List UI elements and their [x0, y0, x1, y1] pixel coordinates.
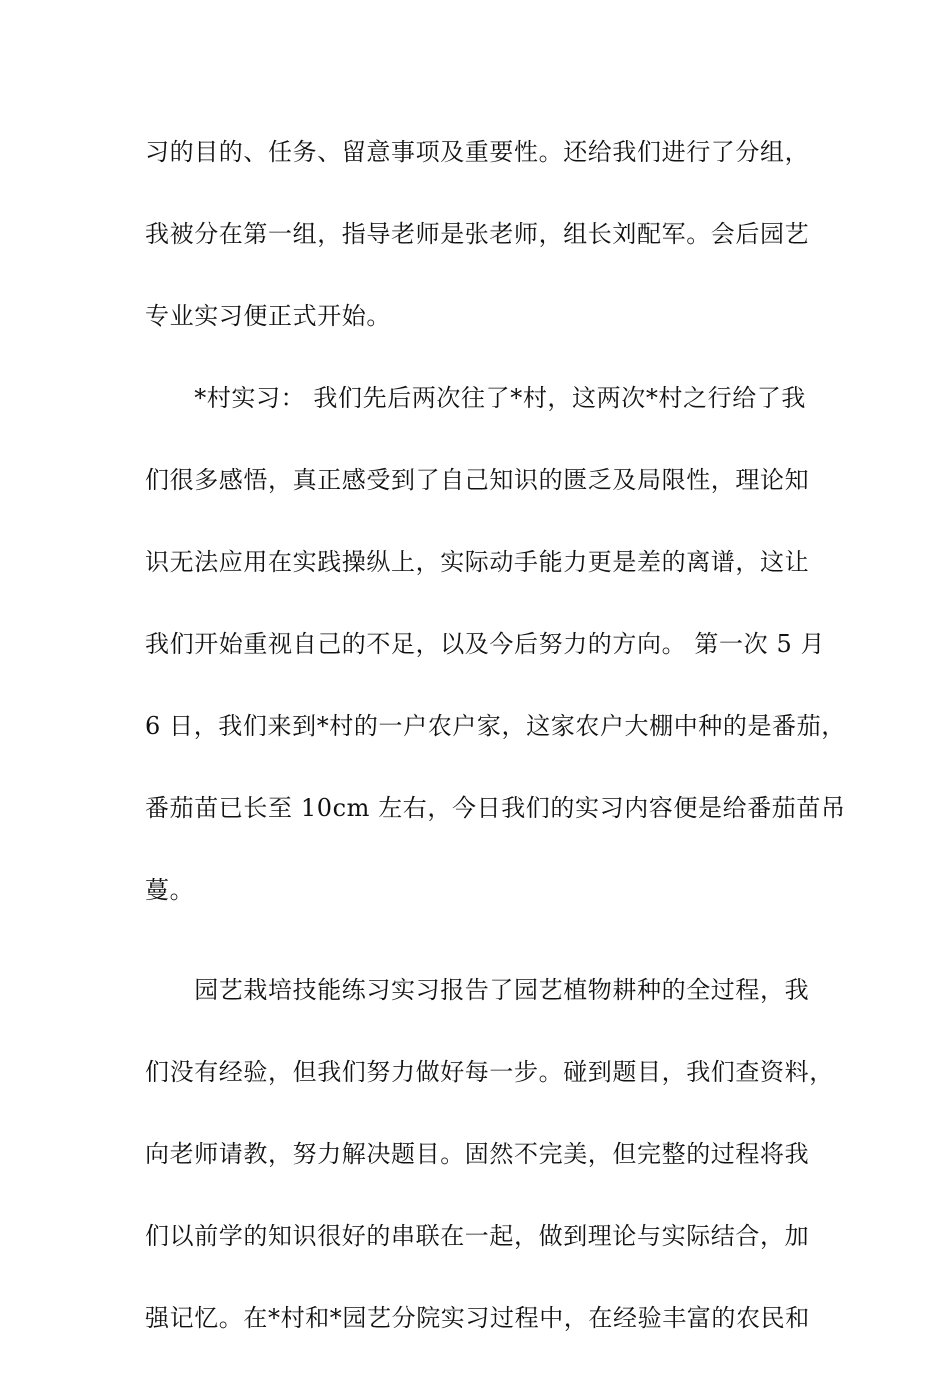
text-line: 园艺栽培技能练习实习报告了园艺植物耕种的全过程，我: [145, 976, 810, 1004]
paragraph-spacer: [145, 948, 825, 966]
text-line: 强记忆。在*村和*园艺分院实习过程中，在经验丰富的农民和: [145, 1304, 810, 1332]
text-line: 蔓。: [145, 876, 195, 904]
text-line: 专业实习便正式开始。: [145, 302, 391, 330]
text-line: 6 日，我们来到*村的一户农户家，这家农户大棚中种的是番茄，: [145, 712, 846, 740]
body-text: [145, 128, 846, 1376]
text-line: 我们开始重视自己的不足，以及今后努力的方向。 第一次 5 月: [145, 630, 826, 658]
text-line: 们以前学的知识很好的串联在一起，做到理论与实际结合，加: [145, 1222, 810, 1250]
text-line: 习的目的、任务、留意事项及重要性。还给我们进行了分组，: [145, 138, 810, 166]
text-line: 们没有经验，但我们努力做好每一步。碰到题目，我们查资料，: [145, 1058, 834, 1086]
text-line: 向老师请教，努力解决题目。固然不完美，但完整的过程将我: [145, 1140, 810, 1168]
text-line: *村实习： 我们先后两次往了*村，这两次*村之行给了我: [145, 384, 807, 412]
text-line: 识无法应用在实践操纵上，实际动手能力更是差的离谱，这让: [145, 548, 810, 576]
text-line: 们很多感悟，真正感受到了自己知识的匮乏及局限性，理论知: [145, 466, 810, 494]
text-line: 番茄苗已长至 10cm 左右，今日我们的实习内容便是给番茄苗吊: [145, 794, 846, 822]
text-line: 我被分在第一组，指导老师是张老师，组长刘配军。会后园艺: [145, 220, 810, 248]
